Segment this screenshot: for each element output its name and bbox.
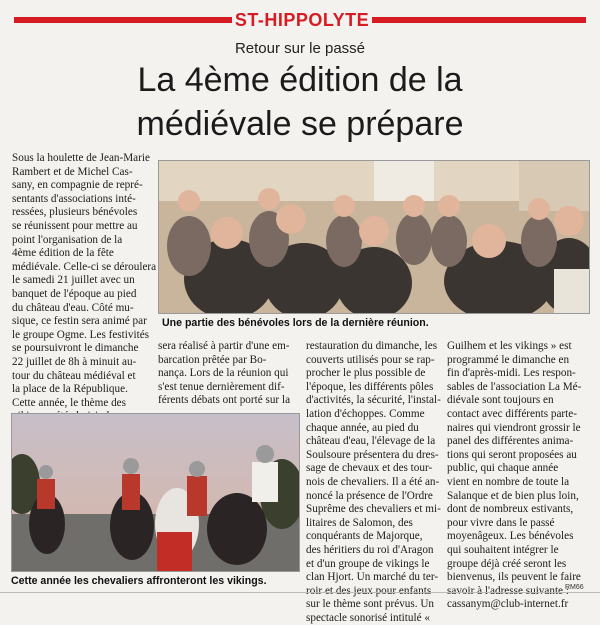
article-text-line: se réunissent pour mettre au bbox=[12, 219, 138, 232]
article-text-line: Suprême des chevaliers et mi- bbox=[306, 503, 441, 516]
article-text-line: pour vivre dans le passé bbox=[447, 516, 555, 529]
article-text-line: barcation prêtée par Bo- bbox=[158, 353, 267, 366]
headline bbox=[60, 58, 540, 146]
article-text-line: naires qui viendront grossir le bbox=[447, 421, 581, 434]
header-rule-left bbox=[14, 17, 232, 23]
article-text-line: couverts utilisés pour se rap- bbox=[306, 353, 435, 366]
article-text-line: conquérants de Majorque, bbox=[306, 530, 423, 543]
article-text-line: du château d'eau. Côté mu- bbox=[12, 301, 134, 314]
article-text-line: l'époque, les différents pôles bbox=[306, 380, 434, 393]
author-signature: RM66 bbox=[565, 584, 584, 591]
article-text-line: sera réalisé à partir d'une em- bbox=[158, 340, 290, 352]
article-text-line: Rambert et de Michel Cas- bbox=[12, 165, 133, 178]
article-text-line: médiévale. Celle-ci se déroulera bbox=[12, 260, 157, 273]
article-text-line: sables de l'association La Mé- bbox=[447, 380, 582, 393]
article-text-line: groupe déjà créé seront les bbox=[447, 557, 567, 570]
article-text-line: chaque année, au pied du bbox=[306, 421, 419, 434]
article-text-line: spectacle sonorisé intitulé « bbox=[306, 611, 430, 624]
article-text-line: s'est tenue dernièrement dif- bbox=[158, 380, 285, 393]
article-text-line: la place de la République. bbox=[12, 383, 128, 396]
article-text-line: sentants d'associations inté- bbox=[12, 192, 136, 205]
article-text-line: clan Hjort. Un marché du ter- bbox=[306, 571, 439, 584]
article-text-line: sany, en compagnie de repré- bbox=[12, 179, 143, 192]
article-text-line: programmé le dimanche en bbox=[447, 353, 570, 366]
article-text-line: le samedi 21 juillet avec un bbox=[12, 274, 135, 287]
article-text-line: 4ème édition de la fête bbox=[12, 247, 114, 260]
headline-line-2: médiévale se prépare bbox=[136, 105, 464, 143]
article-column-1 bbox=[12, 152, 155, 451]
article-text-line: le groupe Ogme. Les festivités bbox=[12, 328, 150, 341]
article-text-line: ressées, plusieurs bénévoles bbox=[12, 206, 138, 219]
kicker: Retour sur le passé bbox=[234, 40, 366, 57]
article-text-line: tour du château médiéval et bbox=[12, 369, 136, 382]
article-text-line: Guilhem et les vikings » est bbox=[447, 340, 572, 352]
article-text-line: Soulsoure présentera du dres- bbox=[306, 448, 439, 461]
article-text-line: point l'organisation de la bbox=[12, 233, 123, 246]
article-text-line: nança. Lors de la réunion qui bbox=[158, 367, 289, 380]
article-text-line: sur le thème sont prévus. Un bbox=[306, 598, 435, 611]
article-text-line: noncé la présence de l'Ordre bbox=[306, 489, 433, 502]
article-text-line: diévale sont toujours en bbox=[447, 394, 554, 407]
headline-line-1: La 4ème édition de la bbox=[137, 61, 463, 99]
article-text-line: roir et des jeux pour enfants bbox=[306, 584, 432, 597]
article-text-line: contact avec différents parte- bbox=[447, 407, 577, 420]
article-text-line: Cette année, le thème des bbox=[12, 396, 126, 409]
header-rule-right bbox=[372, 17, 586, 23]
article-text-line: restauration du dimanche, les bbox=[306, 340, 438, 352]
article-text-line: lation d'échoppes. Comme bbox=[306, 407, 425, 420]
article-text-line: férents débats ont porté sur la bbox=[158, 394, 291, 407]
article-text-line: fin d'après-midi. Les respon- bbox=[447, 367, 576, 380]
article-text-line: se poursuivront le dimanche bbox=[12, 342, 139, 355]
article-text-line: Sous la houlette de Jean-Marie bbox=[12, 152, 150, 164]
article-text-line: cassanym@club-internet.fr bbox=[447, 598, 569, 611]
article-text-line: sique, ce festin sera animé par bbox=[12, 315, 147, 328]
photo-caption-meeting: Une partie des bénévoles lors de la dernière réunion. bbox=[162, 317, 429, 329]
article-text-line: et d'un groupe de vikings le bbox=[306, 557, 430, 570]
article-text-line: panel des différentes anima- bbox=[447, 435, 574, 448]
article-text-line: litaires de Salomon, des bbox=[306, 516, 413, 529]
article-column-3 bbox=[306, 340, 444, 625]
article-text-line: procher le plus possible de bbox=[306, 367, 426, 380]
article-text-line: sage de chevaux et des tour- bbox=[306, 462, 433, 475]
photo-caption-knights: Cette année les chevaliers affronteront les vikings. bbox=[11, 575, 267, 587]
article-text-line: d'activités, la sécurité, l'instal- bbox=[306, 394, 441, 407]
article-column-2 bbox=[158, 340, 300, 408]
article-column-4 bbox=[447, 340, 588, 612]
article-text-line: public, qui chaque année bbox=[447, 462, 559, 475]
article-text-line: bienvenus, ils peuvent le faire bbox=[447, 571, 581, 584]
volunteers-meeting-photo bbox=[158, 160, 590, 314]
article-text-line: qui souhaitent intégrer le bbox=[447, 543, 559, 556]
knights-on-horseback-photo bbox=[11, 413, 300, 572]
article-text-line: moyenâgeux. Les bénévoles bbox=[447, 530, 574, 543]
article-text-line: dont de nombreux estivants, bbox=[447, 503, 574, 516]
article-text-line: Salanque et de bien plus loin, bbox=[447, 489, 579, 502]
article-text-line: des héritiers du roi d'Aragon bbox=[306, 543, 434, 556]
article-text-line: tions qui seront proposées au bbox=[447, 448, 577, 461]
article-text-line: 22 juillet de 8h à minuit au- bbox=[12, 355, 137, 368]
section-label: ST-HIPPOLYTE bbox=[234, 10, 370, 30]
article-text-line: château d'eau, l'élevage de la bbox=[306, 435, 436, 448]
article-text-line: savoir à l'adresse suivante : bbox=[447, 584, 569, 597]
article-text-line: vient en nombre de toute la bbox=[447, 475, 570, 488]
article-text-line: banquet de l'époque au pied bbox=[12, 287, 137, 300]
article-text-line: nois de chevaliers. Il a été an- bbox=[306, 475, 440, 488]
